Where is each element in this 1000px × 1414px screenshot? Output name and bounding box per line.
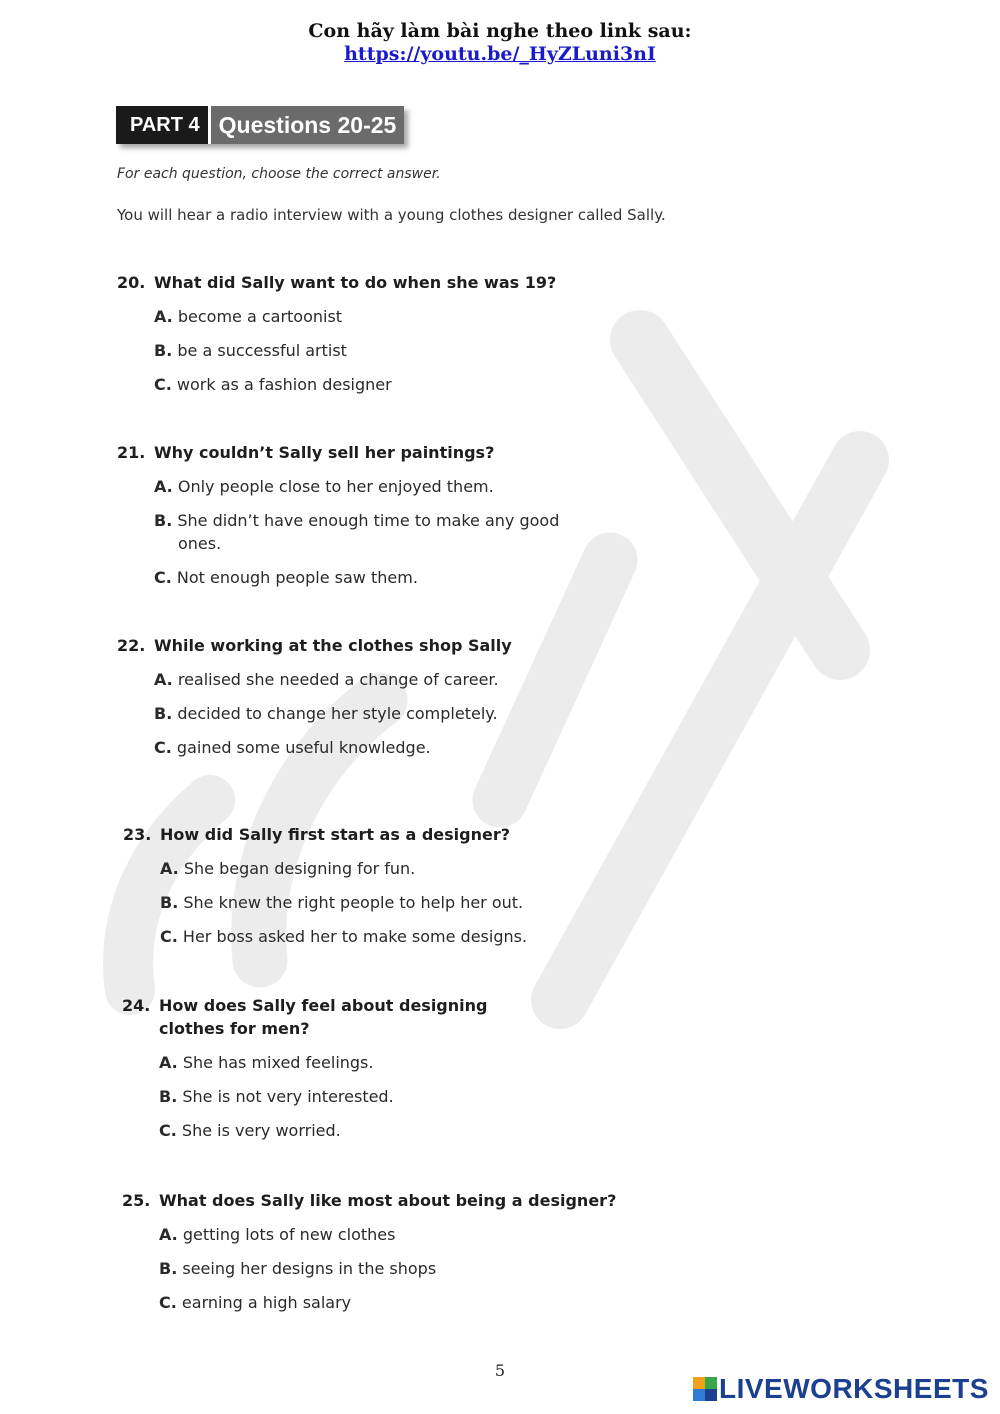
- option-text: earning a high salary: [181, 1293, 352, 1312]
- option-letter: B.: [154, 511, 173, 530]
- option-letter: A.: [159, 1053, 178, 1072]
- question-25: [122, 1189, 722, 1314]
- part-banner: [116, 106, 404, 144]
- questions-range-label: Questions 20-25: [208, 106, 405, 144]
- question-24: [122, 994, 542, 1142]
- option-b[interactable]: [154, 509, 598, 555]
- option-letter: C.: [159, 1121, 177, 1140]
- option-text: Her boss asked her to make some designs.: [182, 927, 528, 946]
- option-letter: B.: [154, 704, 173, 723]
- option-b[interactable]: [159, 1257, 722, 1280]
- option-text: realised she needed a change of career.: [177, 670, 499, 689]
- option-text: decided to change her style completely.: [177, 704, 498, 723]
- question-number: 24.: [122, 996, 151, 1015]
- question-number: 20.: [117, 273, 146, 292]
- option-letter: A.: [160, 859, 179, 878]
- option-text: work as a fashion designer: [176, 375, 392, 394]
- question-20: [117, 271, 677, 396]
- question-text: While working at the clothes shop Sally: [154, 636, 512, 655]
- question-22: [117, 634, 677, 759]
- question-text: What does Sally like most about being a designer?: [159, 1191, 617, 1210]
- question-text: What did Sally want to do when she was 19?: [154, 273, 557, 292]
- question-text: How does Sally feel about designing clothes for men?: [159, 996, 488, 1038]
- question-number: 23.: [123, 825, 152, 844]
- option-text: getting lots of new clothes: [182, 1225, 396, 1244]
- option-text: She is not very interested.: [182, 1087, 394, 1106]
- option-letter: C.: [154, 568, 172, 587]
- option-text: Only people close to her enjoyed them.: [177, 477, 494, 496]
- page-header: [0, 20, 1000, 66]
- option-text: Not enough people saw them.: [176, 568, 418, 587]
- option-letter: A.: [154, 307, 173, 326]
- option-a[interactable]: [154, 668, 677, 691]
- option-letter: A.: [154, 670, 173, 689]
- task-context: You will hear a radio interview with a young clothes designer called Sally.: [117, 206, 666, 224]
- option-c[interactable]: [154, 566, 677, 589]
- question-21: [117, 441, 677, 589]
- option-b[interactable]: [160, 891, 683, 914]
- question-number: 25.: [122, 1191, 151, 1210]
- option-c[interactable]: [154, 373, 677, 396]
- option-c[interactable]: [159, 1291, 722, 1314]
- option-c[interactable]: [159, 1119, 542, 1142]
- liveworksheets-logo[interactable]: [693, 1374, 989, 1404]
- option-text: be a successful artist: [177, 341, 347, 360]
- option-letter: B.: [159, 1259, 178, 1278]
- option-letter: C.: [159, 1293, 177, 1312]
- option-letter: A.: [154, 477, 173, 496]
- option-b[interactable]: [154, 702, 677, 725]
- option-c[interactable]: [154, 736, 677, 759]
- page-number: 5: [494, 1361, 506, 1380]
- option-a[interactable]: [159, 1051, 542, 1074]
- option-letter: B.: [160, 893, 179, 912]
- option-text: She has mixed feelings.: [182, 1053, 374, 1072]
- option-text: seeing her designs in the shops: [182, 1259, 437, 1278]
- question-number: 22.: [117, 636, 146, 655]
- option-text: become a cartoonist: [177, 307, 343, 326]
- option-text: She didn’t have enough time to make any good ones.: [177, 511, 560, 553]
- option-letter: C.: [154, 738, 172, 757]
- option-a[interactable]: [160, 857, 683, 880]
- question-text: Why couldn’t Sally sell her paintings?: [154, 443, 495, 462]
- option-text: She knew the right people to help her out.: [183, 893, 524, 912]
- option-letter: C.: [154, 375, 172, 394]
- option-letter: C.: [160, 927, 178, 946]
- question-text: How did Sally first start as a designer?: [160, 825, 510, 844]
- option-text: She is very worried.: [181, 1121, 341, 1140]
- part-label: PART 4: [116, 106, 208, 144]
- option-a[interactable]: [159, 1223, 722, 1246]
- option-letter: B.: [159, 1087, 178, 1106]
- question-23: [123, 823, 683, 948]
- brand-name: LIVEWORKSHEETS: [719, 1373, 989, 1404]
- task-instruction: For each question, choose the correct answer.: [117, 166, 441, 182]
- option-letter: B.: [154, 341, 173, 360]
- option-letter: A.: [159, 1225, 178, 1244]
- option-a[interactable]: [154, 475, 677, 498]
- header-instruction: Con hãy làm bài nghe theo link sau:: [308, 20, 692, 42]
- question-number: 21.: [117, 443, 146, 462]
- option-text: gained some useful knowledge.: [176, 738, 431, 757]
- option-c[interactable]: [160, 925, 683, 948]
- youtube-link[interactable]: https://youtu.be/_HyZLuni3nI: [344, 43, 656, 65]
- option-b[interactable]: [154, 339, 677, 362]
- liveworksheets-logo-icon: [693, 1377, 717, 1401]
- option-b[interactable]: [159, 1085, 542, 1108]
- option-a[interactable]: [154, 305, 677, 328]
- option-text: She began designing for fun.: [183, 859, 416, 878]
